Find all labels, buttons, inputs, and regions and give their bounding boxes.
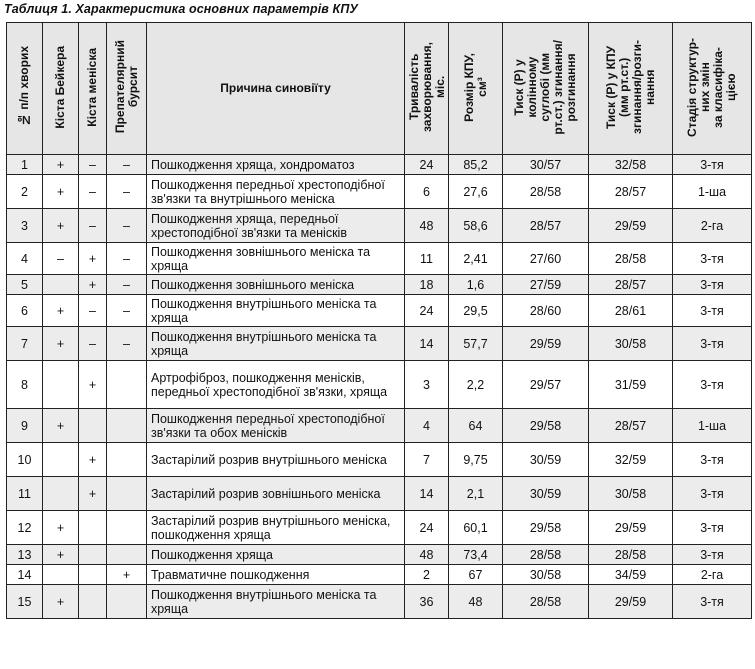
cell-duration: 2 bbox=[405, 565, 449, 585]
cell-kpu-pressure: 28/61 bbox=[589, 295, 673, 327]
cell-size: 1,6 bbox=[449, 275, 503, 295]
cell-knee-pressure: 29/57 bbox=[503, 361, 589, 409]
cell-meniscus-cyst: + bbox=[79, 275, 107, 295]
cell-stage: 3-тя bbox=[673, 295, 752, 327]
cell-size: 29,5 bbox=[449, 295, 503, 327]
cell-duration: 7 bbox=[405, 443, 449, 477]
cell-baker-cyst bbox=[43, 361, 79, 409]
cell-meniscus-cyst bbox=[79, 585, 107, 619]
cell-duration: 24 bbox=[405, 295, 449, 327]
cell-size: 2,1 bbox=[449, 477, 503, 511]
cell-cause: Пошкодження передньої хрестоподібної зв'язки та обох менісків bbox=[147, 409, 405, 443]
cell-num: 5 bbox=[7, 275, 43, 295]
cell-duration: 48 bbox=[405, 545, 449, 565]
cell-num: 2 bbox=[7, 175, 43, 209]
cell-knee-pressure: 28/58 bbox=[503, 545, 589, 565]
table-row bbox=[7, 175, 752, 209]
cell-stage: 2-га bbox=[673, 209, 752, 243]
cell-bursitis: + bbox=[107, 565, 147, 585]
cell-knee-pressure: 30/59 bbox=[503, 477, 589, 511]
header-num: № п/п хворих bbox=[7, 23, 43, 155]
cell-duration: 4 bbox=[405, 409, 449, 443]
cell-cause: Пошкодження хряща, хондроматоз bbox=[147, 155, 405, 175]
header-size: Розмір КПУ, см³ bbox=[449, 23, 503, 155]
cell-baker-cyst: + bbox=[43, 295, 79, 327]
cell-meniscus-cyst: – bbox=[79, 295, 107, 327]
cell-bursitis bbox=[107, 585, 147, 619]
cell-size: 48 bbox=[449, 585, 503, 619]
cell-duration: 11 bbox=[405, 243, 449, 275]
table-row bbox=[7, 477, 752, 511]
cell-knee-pressure: 30/59 bbox=[503, 443, 589, 477]
cell-num: 3 bbox=[7, 209, 43, 243]
header-kpu-pressure: Тиск (Р) у КПУ (мм рт.ст.) згинання/розги- нання bbox=[589, 23, 673, 155]
cell-kpu-pressure: 28/57 bbox=[589, 175, 673, 209]
cell-baker-cyst bbox=[43, 275, 79, 295]
header-duration: Тривалість захворювання, міс. bbox=[405, 23, 449, 155]
cell-size: 2,2 bbox=[449, 361, 503, 409]
cell-baker-cyst: + bbox=[43, 155, 79, 175]
table-row bbox=[7, 585, 752, 619]
cell-stage: 3-тя bbox=[673, 443, 752, 477]
cell-baker-cyst: + bbox=[43, 175, 79, 209]
cell-bursitis: – bbox=[107, 327, 147, 361]
cell-duration: 3 bbox=[405, 361, 449, 409]
header-prepatellar-bursitis: Препателярний бурсит bbox=[107, 23, 147, 155]
cell-baker-cyst bbox=[43, 443, 79, 477]
header-stage: Стадія структур- них змін за класифіка- цією bbox=[673, 23, 752, 155]
cell-baker-cyst: + bbox=[43, 545, 79, 565]
header-baker-cyst: Кіста Бейкера bbox=[43, 23, 79, 155]
cell-cause: Пошкодження хряща bbox=[147, 545, 405, 565]
cell-bursitis: – bbox=[107, 175, 147, 209]
table-row bbox=[7, 565, 752, 585]
cell-stage: 1-ша bbox=[673, 175, 752, 209]
cell-meniscus-cyst: – bbox=[79, 175, 107, 209]
cell-knee-pressure: 27/59 bbox=[503, 275, 589, 295]
cell-size: 27,6 bbox=[449, 175, 503, 209]
cell-kpu-pressure: 28/57 bbox=[589, 409, 673, 443]
cell-stage: 2-га bbox=[673, 565, 752, 585]
cell-num: 6 bbox=[7, 295, 43, 327]
cell-meniscus-cyst: + bbox=[79, 443, 107, 477]
cell-knee-pressure: 28/58 bbox=[503, 175, 589, 209]
cell-kpu-pressure: 32/58 bbox=[589, 155, 673, 175]
cell-bursitis: – bbox=[107, 155, 147, 175]
cell-stage: 3-тя bbox=[673, 155, 752, 175]
cell-knee-pressure: 30/57 bbox=[503, 155, 589, 175]
cell-knee-pressure: 29/58 bbox=[503, 511, 589, 545]
cell-baker-cyst bbox=[43, 565, 79, 585]
cell-num: 11 bbox=[7, 477, 43, 511]
cell-cause: Пошкодження внутрішнього меніска та хряща bbox=[147, 327, 405, 361]
kpu-parameters-table bbox=[6, 22, 752, 619]
cell-meniscus-cyst: – bbox=[79, 327, 107, 361]
cell-num: 1 bbox=[7, 155, 43, 175]
cell-bursitis bbox=[107, 409, 147, 443]
cell-num: 9 bbox=[7, 409, 43, 443]
cell-stage: 3-тя bbox=[673, 585, 752, 619]
cell-baker-cyst: + bbox=[43, 409, 79, 443]
cell-stage: 3-тя bbox=[673, 361, 752, 409]
cell-kpu-pressure: 29/59 bbox=[589, 209, 673, 243]
cell-size: 64 bbox=[449, 409, 503, 443]
cell-stage: 3-тя bbox=[673, 511, 752, 545]
cell-bursitis: – bbox=[107, 243, 147, 275]
cell-cause: Пошкодження зовнішнього меніска bbox=[147, 275, 405, 295]
header-knee-pressure: Тиск (Р) у колінному суглобі (мм рт.ст.) згинання/ розгинання bbox=[503, 23, 589, 155]
cell-duration: 36 bbox=[405, 585, 449, 619]
table-row bbox=[7, 209, 752, 243]
cell-duration: 14 bbox=[405, 327, 449, 361]
cell-num: 10 bbox=[7, 443, 43, 477]
cell-bursitis: – bbox=[107, 209, 147, 243]
cell-cause: Пошкодження передньої хрестоподібної зв'язки та внутрішнього меніска bbox=[147, 175, 405, 209]
cell-baker-cyst: + bbox=[43, 511, 79, 545]
cell-num: 15 bbox=[7, 585, 43, 619]
cell-cause: Пошкодження хряща, передньої хрестоподібної зв'язки та менісків bbox=[147, 209, 405, 243]
cell-meniscus-cyst bbox=[79, 545, 107, 565]
cell-num: 14 bbox=[7, 565, 43, 585]
cell-num: 12 bbox=[7, 511, 43, 545]
cell-kpu-pressure: 30/58 bbox=[589, 327, 673, 361]
cell-kpu-pressure: 31/59 bbox=[589, 361, 673, 409]
cell-baker-cyst bbox=[43, 477, 79, 511]
table-row bbox=[7, 443, 752, 477]
cell-duration: 14 bbox=[405, 477, 449, 511]
header-meniscus-cyst: Кіста меніска bbox=[79, 23, 107, 155]
cell-stage: 3-тя bbox=[673, 545, 752, 565]
cell-bursitis: – bbox=[107, 275, 147, 295]
cell-size: 60,1 bbox=[449, 511, 503, 545]
header-cause: Причина синовіїту bbox=[147, 23, 405, 155]
cell-size: 2,41 bbox=[449, 243, 503, 275]
cell-kpu-pressure: 29/59 bbox=[589, 585, 673, 619]
cell-duration: 6 bbox=[405, 175, 449, 209]
cell-num: 7 bbox=[7, 327, 43, 361]
cell-bursitis: – bbox=[107, 295, 147, 327]
table-row bbox=[7, 327, 752, 361]
table-row bbox=[7, 275, 752, 295]
cell-meniscus-cyst bbox=[79, 511, 107, 545]
cell-meniscus-cyst: – bbox=[79, 209, 107, 243]
cell-kpu-pressure: 30/58 bbox=[589, 477, 673, 511]
cell-num: 8 bbox=[7, 361, 43, 409]
cell-stage: 3-тя bbox=[673, 477, 752, 511]
cell-stage: 1-ша bbox=[673, 409, 752, 443]
cell-bursitis bbox=[107, 443, 147, 477]
cell-size: 73,4 bbox=[449, 545, 503, 565]
cell-meniscus-cyst: – bbox=[79, 155, 107, 175]
cell-size: 67 bbox=[449, 565, 503, 585]
table-row bbox=[7, 511, 752, 545]
cell-kpu-pressure: 28/58 bbox=[589, 243, 673, 275]
table-row bbox=[7, 155, 752, 175]
cell-baker-cyst: + bbox=[43, 585, 79, 619]
cell-kpu-pressure: 32/59 bbox=[589, 443, 673, 477]
cell-cause: Травматичне пошкодження bbox=[147, 565, 405, 585]
cell-knee-pressure: 28/60 bbox=[503, 295, 589, 327]
cell-meniscus-cyst: + bbox=[79, 477, 107, 511]
cell-size: 58,6 bbox=[449, 209, 503, 243]
cell-kpu-pressure: 34/59 bbox=[589, 565, 673, 585]
cell-stage: 3-тя bbox=[673, 243, 752, 275]
header-row bbox=[7, 23, 752, 155]
table-row bbox=[7, 361, 752, 409]
table-caption: Таблиця 1. Характеристика основних параметрів КПУ bbox=[4, 2, 358, 16]
cell-duration: 24 bbox=[405, 155, 449, 175]
cell-knee-pressure: 27/60 bbox=[503, 243, 589, 275]
cell-baker-cyst: + bbox=[43, 327, 79, 361]
cell-cause: Пошкодження внутрішнього меніска та хряща bbox=[147, 295, 405, 327]
cell-kpu-pressure: 28/58 bbox=[589, 545, 673, 565]
cell-cause: Застарілий розрив зовнішнього меніска bbox=[147, 477, 405, 511]
cell-cause: Застарілий розрив внутрішнього меніска, пошкодження хряща bbox=[147, 511, 405, 545]
cell-num: 13 bbox=[7, 545, 43, 565]
cell-cause: Пошкодження внутрішнього меніска та хряща bbox=[147, 585, 405, 619]
cell-meniscus-cyst bbox=[79, 409, 107, 443]
cell-duration: 48 bbox=[405, 209, 449, 243]
cell-num: 4 bbox=[7, 243, 43, 275]
cell-meniscus-cyst: + bbox=[79, 243, 107, 275]
table-row bbox=[7, 545, 752, 565]
cell-cause: Артрофіброз, пошкодження менісків, передньої хрестоподібної зв'язки, хряща bbox=[147, 361, 405, 409]
cell-duration: 24 bbox=[405, 511, 449, 545]
table-row bbox=[7, 295, 752, 327]
cell-stage: 3-тя bbox=[673, 327, 752, 361]
cell-bursitis bbox=[107, 361, 147, 409]
cell-kpu-pressure: 28/57 bbox=[589, 275, 673, 295]
cell-knee-pressure: 29/58 bbox=[503, 409, 589, 443]
cell-cause: Пошкодження зовнішнього меніска та хряща bbox=[147, 243, 405, 275]
cell-stage: 3-тя bbox=[673, 275, 752, 295]
cell-knee-pressure: 28/58 bbox=[503, 585, 589, 619]
cell-size: 57,7 bbox=[449, 327, 503, 361]
cell-baker-cyst: + bbox=[43, 209, 79, 243]
cell-kpu-pressure: 29/59 bbox=[589, 511, 673, 545]
table-row bbox=[7, 243, 752, 275]
cell-size: 85,2 bbox=[449, 155, 503, 175]
cell-knee-pressure: 29/59 bbox=[503, 327, 589, 361]
cell-size: 9,75 bbox=[449, 443, 503, 477]
cell-cause: Застарілий розрив внутрішнього меніска bbox=[147, 443, 405, 477]
cell-bursitis bbox=[107, 511, 147, 545]
cell-bursitis bbox=[107, 545, 147, 565]
cell-duration: 18 bbox=[405, 275, 449, 295]
cell-meniscus-cyst: + bbox=[79, 361, 107, 409]
cell-bursitis bbox=[107, 477, 147, 511]
cell-knee-pressure: 30/58 bbox=[503, 565, 589, 585]
cell-meniscus-cyst bbox=[79, 565, 107, 585]
cell-baker-cyst: – bbox=[43, 243, 79, 275]
table-row bbox=[7, 409, 752, 443]
cell-knee-pressure: 28/57 bbox=[503, 209, 589, 243]
